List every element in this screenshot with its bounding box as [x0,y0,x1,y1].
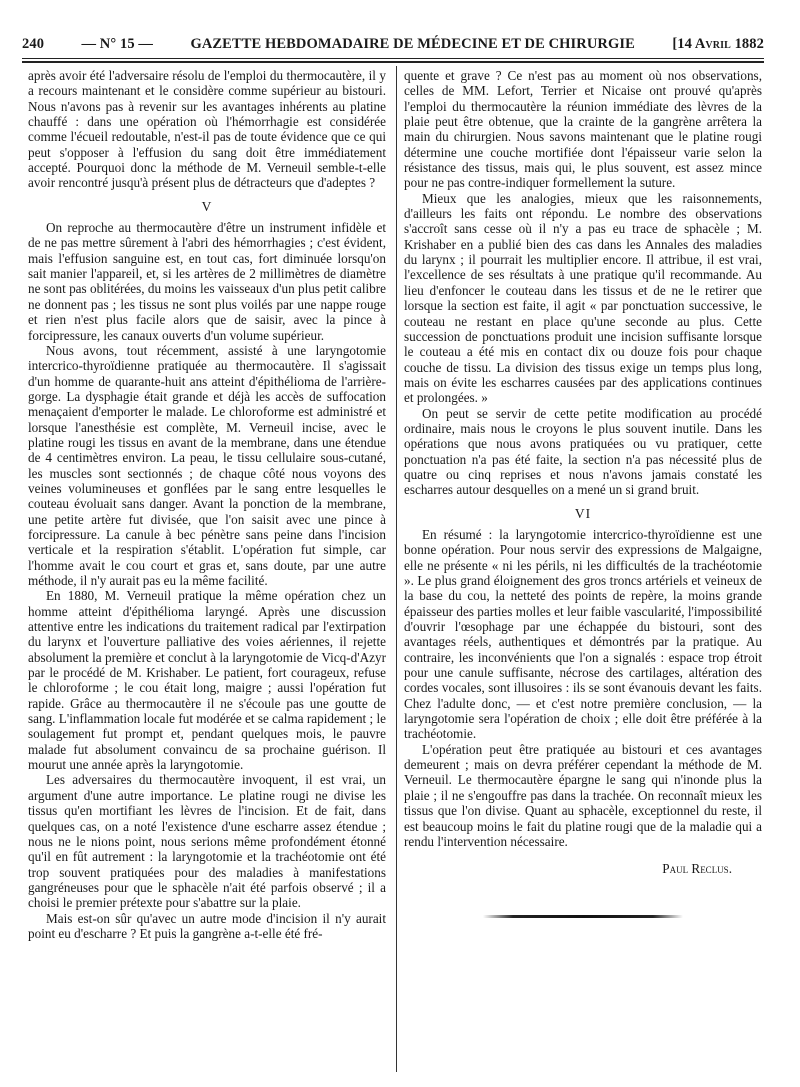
paragraph: En 1880, M. Verneuil pratique la même opération chez un homme atteint d'épithélioma laryngé. Après une discussion attentive entre les indications du traitement radical par l'extirpation du larynx et l'ouverture palliative des voies aériennes, il rejette absolument la première et conclut à la laryngotomie de Vicq-d'Azyr par le procédé de M. Krishaber. Le patient, fort courageux, refuse le chloroforme ; le cou était long, maigre ; aussi l'opération fut rapide. Grâce au thermocautère il ne s'écoule pas une goutte de sang. L'inflammation locale fut modérée et se calma rapidement ; le soulagement fut prompt et, pendant quelques mois, le pauvre malade fut absolument convaincu de sa prochaine guérison. Il mourut une année après la laryngotomie. [28,588,386,773]
section-heading-vi: VI [574,505,592,521]
issue-number: — N° 15 — [81,36,154,52]
page-number: 240 [22,36,45,52]
paragraph: Mais est-on sûr qu'avec un autre mode d'incision il n'y aurait point eu d'escharre ? Et puis la gangrène a-t-elle été fré- [28,910,386,941]
paragraph: Nous avons, tout récemment, assisté à une laryngotomie intercrico-thyroïdienne pratiquée au thermocautère. Il s'agissait d'un homme de quarante-huit ans atteint d'épithélioma de l'arrière-gorge. La dysphagie était grande et déjà les accès de suffocation menaçaient d'emporter le malade. Le chloroforme est administré et lorsque l'anesthésie est complète, M. Verneuil incise, avec le platine rougi les tissus en avant de la membrane, dans une étendue de 4 centimètres environ. La peau, le tissu cellulaire sous-cutané, les muscles sont sectionnés ; de chaque côté nous voyons des veines volumineuses et gonflées par le sang entre lesquelles le couteau évoluait sans danger. Avant la ponction de la membrane, une petite artère fut divisée, que l'on saisit avec une pince à forcipressure. La canule à bec pénètre sans peine dans l'incision verticale et la respiration s'établit. L'opération fut simple, car l'homme avait le cou court et gras et, sans doute, par une autre méthode, il n'y aurait pas eu la même facilité. [28,342,386,588]
paragraph: L'opération peut être pratiquée au bistouri et ces avantages demeurent ; mais on devra préférer cependant la méthode de M. Verneuil. Le thermocautère épargne le sang qui n'inonde plus la plaie ; il ne s'engouffre pas dans la trachée. On reconnaît mieux les tissus que l'on divise. Quant au sphacèle, exceptionnel du reste, il est beaucoup moins le fait du platine rougi que de la maladie qui a rendu l'intervention nécessaire. [404,741,762,849]
paragraph: On reproche au thermocautère d'être un instrument infidèle et de ne pas mettre sûrement à l'abri des hémorrhagies ; c'est évident, mais l'effusion sanguine est, en tout cas, fort diminuée lorsqu'on sait manier l'appareil, et, si les artères de 2 millimètres de diamètre ne sont pas oblitérées, du moins les vaisseaux d'un plus petit calibre ne donnent pas ; les tissus ne sont plus voilés par une nappe rouge et rien n'est plus facile alors que de saisir, avec la pince à forcipressure, les canaux ouverts d'un volume supérieur. [28,220,386,343]
paragraph: En résumé : la laryngotomie intercrico-thyroïdienne est une bonne opération. Pour nous servir des expressions de Malgaigne, elle ne présente « ni les périls, ni les difficultés de la trachéotomie ». Le plus grand éloignement des gros troncs artériels et veineux de la base du cou, la netteté des points de repère, la moins grande épaisseur des parties molles et leur faible vascularité, l'impossibilité d'ouvrir l'œsophage par une échappée du bistouri, sont des avantages réels, authentiques et démontrés par la pratique. Au contraire, les inconvénients que l'on a signalés : espace trop étroit pour une canule suffisante, nécrose des cartilages, altération des cordes vocales, sont illusoires : ils se sont évanouis devant les faits. Chez l'adulte donc, — et c'est notre première conclusion, — la laryngotomie sera l'opération de choix ; elle doit être préférée à la trachéotomie. [404,526,762,742]
author-signature: Paul Reclus. [662,861,732,877]
journal-title: GAZETTE HEBDOMADAIRE DE MÉDECINE ET DE CHIRURGIE [190,36,635,52]
header-rule [22,58,764,63]
paragraph: après avoir été l'adversaire résolu de l'emploi du thermocautère, il y a recours maintenant et le considère comme supérieur au bistouri. Nous n'avons pas à revenir sur les avantages inhérents au platine chauffé : dans une opération où l'hémorrhagie est considérée comme l'écueil redoutable, n'est-il pas de toute évidence que ce qui peut s'opposer à l'effusion du sang doit être immédiatement accepté. Pourquoi donc la méthode de M. Verneuil semble-t-elle avoir rencontré jusqu'à présent plus de détracteurs que d'adeptes ? [28,68,386,191]
paragraph: Mieux que les analogies, mieux que les raisonnements, d'ailleurs les faits ont répondu. Le nombre des observations s'accroît sans cesse où il n'y a pas eu trace de sphacèle ; M. Krishaber en a publié bien des cas dans les Annales des maladies du larynx ; il pourrait les multiplier encore. Il attribue, il est vrai, l'excellence de ses résultats à une pratique qu'il recommande. Au lieu d'enfoncer le couteau dans les tissus et de ne le retirer que lorsque la section est faite, il agit « par ponctuation successive, le couteau ne restant en place qu'une seconde au plus. Cette succession de ponctuations produit une incision suffisante lorsque le couteau a été mis en contact dix ou douze fois pour chaque couche de tissu. La division des tissus exige un temps plus long, mais on évite les escharres causées par des applications continues et prolongées. » [404,190,762,406]
left-column [28,68,386,941]
paragraph: Les adversaires du thermocautère invoquent, il est vrai, un argument d'une autre importance. Le platine rougi ne divise les tissus qu'en mortifiant les lèvres de l'incision. Et de fait, dans quelques cas, on a noté l'existence d'une escharre assez étendue ; nous ne le nions point, nous serions même profondément étonné qu'il en fût autrement : la laryngotomie et la trachéotomie ont été trop souvent pratiquées pour des maladies à manifestations gangréneuses pour que le sphacèle n'ait été parfois observé ; il a choisi le premier prétexte pour s'abattre sur la plaie. [28,772,386,911]
issue-date: [14 Avril 1882 [672,36,764,52]
right-column [404,68,762,918]
end-ornament-rule [483,915,683,918]
section-heading-v: V [201,198,213,214]
paragraph: quente et grave ? Ce n'est pas au moment où nos observations, celles de MM. Lefort, Terrier et Nicaise ont prouvé qu'après l'emploi du thermocautère la réunion immédiate des lèvres de la plaie peut être obtenue, que la crainte de la gangrène arrêtera la main du chirurgien. Nous savons maintenant que le platine rougi détermine une couche mortifiée dont l'épaisseur varie selon la résistance des tissus, mais qui, le plus souvent, est assez mince pour ne pas contre-indiquer formellement la suture. [404,68,762,191]
paragraph: On peut se servir de cette petite modification au procédé ordinaire, mais nous le croyons le plus souvent inutile. Dans les opérations que nous avons pratiquées ou vu pratiquer, cette ponctuation n'a pas été faite, la section n'a pas nécessité plus de quatre ou cinq reprises et nous n'avons jamais constaté les escharres autour desquelles on a mené un si grand bruit. [404,405,762,498]
column-divider [396,66,397,1072]
page-header [22,36,764,53]
